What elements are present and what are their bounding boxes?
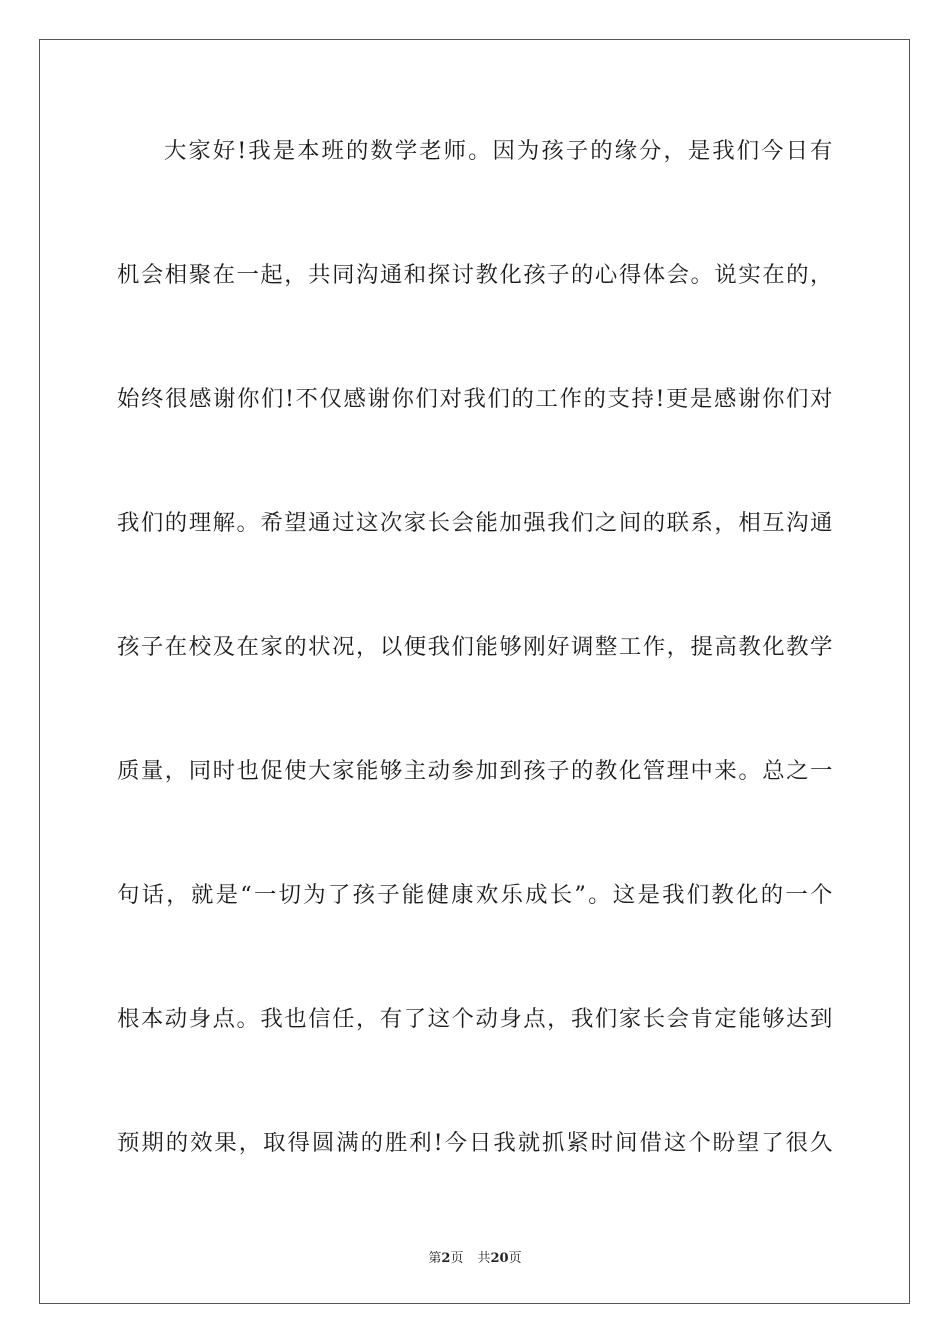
text-line: 机会相聚在一起，共同沟通和探讨教化孩子的心得体会。说实在的， xyxy=(117,262,833,288)
text-line: 句话，就是“一切为了孩子能健康欢乐成长”。这是我们教化的一个 xyxy=(117,882,833,908)
text-line: 预期的效果，取得圆满的胜利!今日我就抓紧时间借这个盼望了很久 xyxy=(117,1130,833,1156)
total-pages: 20 xyxy=(490,1251,509,1266)
text-line: 质量，同时也促使大家能够主动参加到孩子的教化管理中来。总之一 xyxy=(117,758,833,784)
document-body xyxy=(117,126,833,1242)
page-footer xyxy=(0,1247,950,1266)
page-suffix: 页 xyxy=(450,1251,464,1266)
text-line: 始终很感谢你们!不仅感谢你们对我们的工作的支持!更是感谢你们对 xyxy=(117,386,833,412)
total-suffix: 页 xyxy=(508,1251,522,1266)
total-prefix: 共 xyxy=(477,1251,491,1266)
text-line: 根本动身点。我也信任，有了这个动身点，我们家长会肯定能够达到 xyxy=(117,1006,833,1032)
text-line: 孩子在校及在家的状况，以便我们能够刚好调整工作，提高教化教学 xyxy=(117,634,833,660)
text-line: 大家好!我是本班的数学老师。因为孩子的缘分，是我们今日有 xyxy=(164,138,833,164)
text-line: 我们的理解。希望通过这次家长会能加强我们之间的联系，相互沟通 xyxy=(117,510,833,536)
page-prefix: 第 xyxy=(428,1251,442,1266)
page-number: 2 xyxy=(441,1251,451,1266)
